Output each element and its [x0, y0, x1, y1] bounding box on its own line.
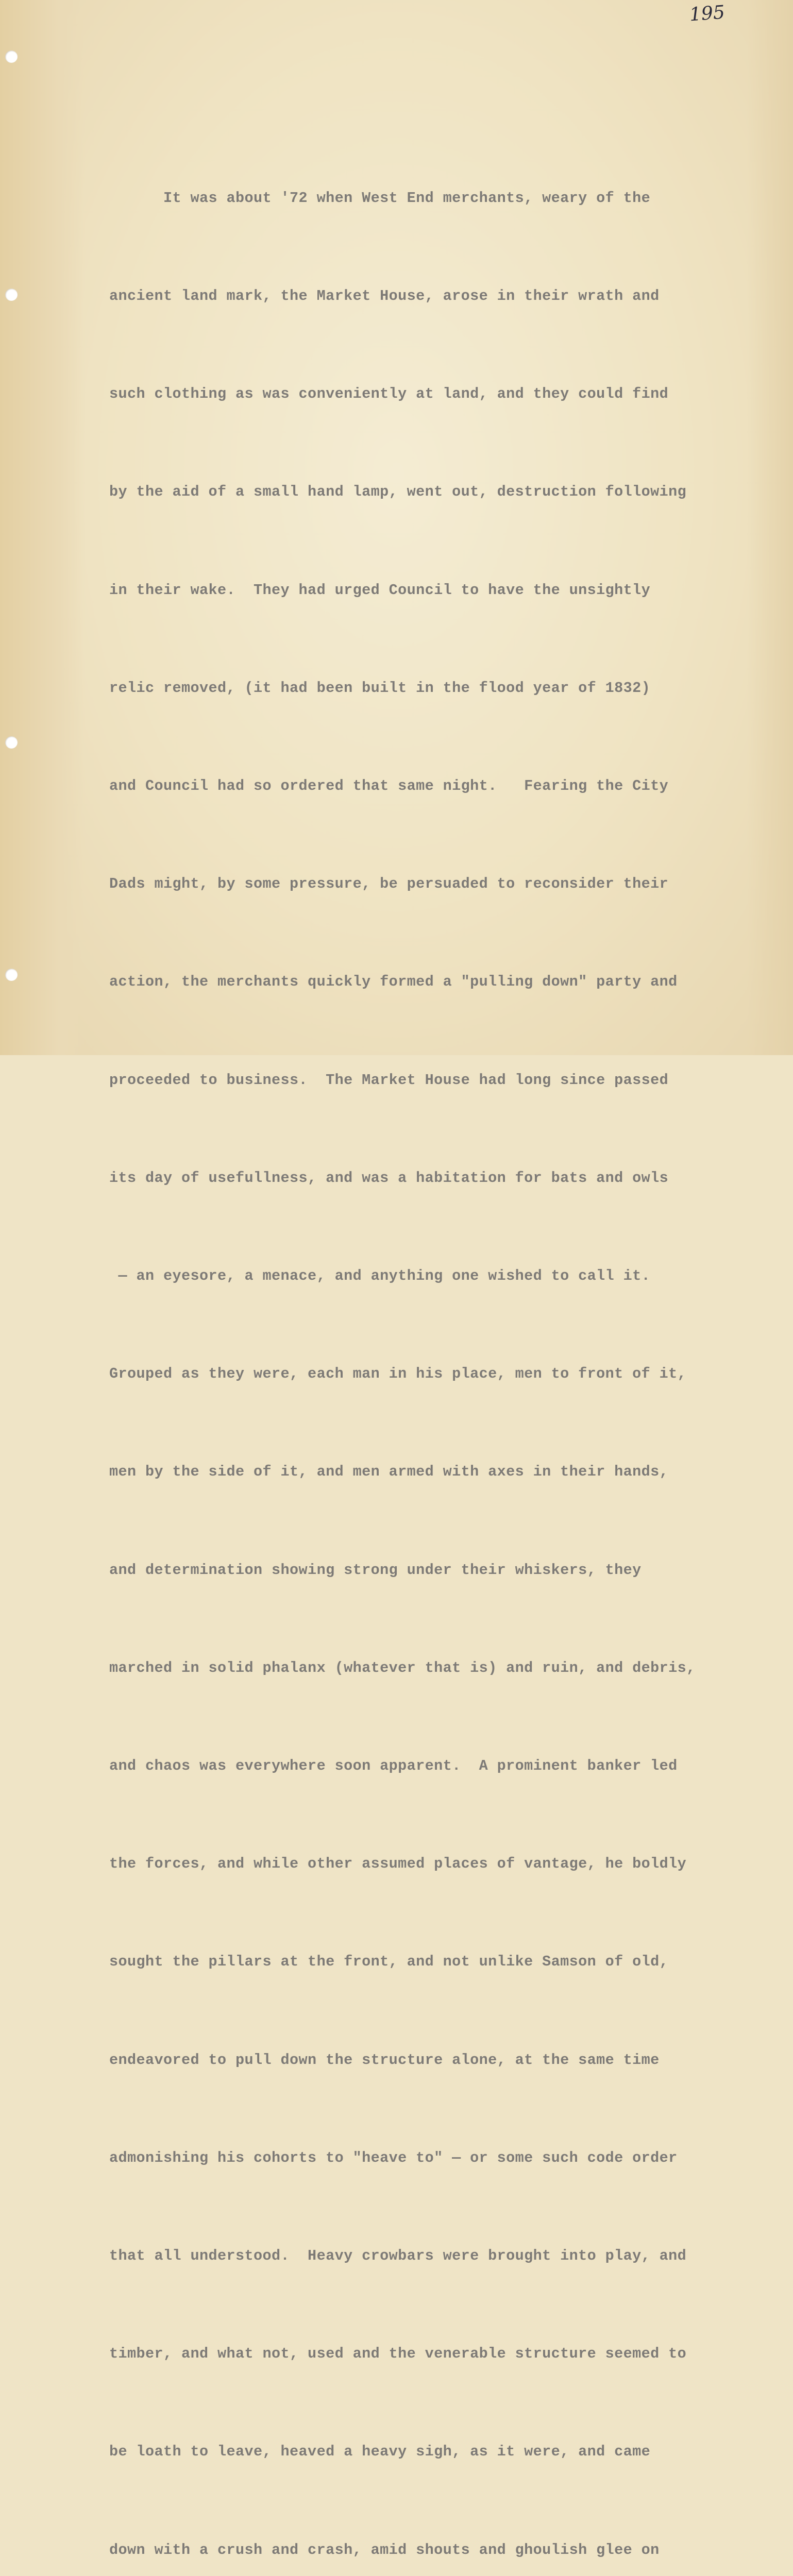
punch-hole-3 — [5, 736, 18, 749]
text-line: timber, and what not, used and the venerable structure seemed to — [109, 2345, 687, 2363]
text-line: action, the merchants quickly formed a "pulling down" party and — [109, 973, 678, 991]
text-line: men by the side of it, and men armed with axes in their hands, — [109, 1463, 669, 1481]
punch-hole-2 — [5, 289, 18, 301]
text-line: in their wake. They had urged Council to have the unsightly — [109, 581, 651, 599]
text-line: and determination showing strong under their whiskers, they — [109, 1561, 642, 1579]
page-number: 195 — [688, 2, 726, 26]
text-line: and chaos was everywhere soon apparent. A prominent banker led — [109, 1757, 678, 1775]
text-line: such clothing as was conveniently at land, and they could find — [109, 385, 669, 403]
text-line: marched in solid phalanx (whatever that is) and ruin, and debris, — [109, 1659, 696, 1676]
text-line: down with a crush and crash, amid shouts and ghoulish glee on — [109, 2541, 660, 2558]
text-line: the forces, and while other assumed places of vantage, he boldly — [109, 1855, 687, 1873]
text-line: be loath to leave, heaved a heavy sigh, as it were, and came — [109, 2443, 651, 2461]
text-line: Grouped as they were, each man in his place, men to front of it, — [109, 1365, 687, 1383]
text-line: proceeded to business. The Market House had long since passed — [109, 1071, 669, 1089]
text-line: endeavored to pull down the structure alone, at the same time — [109, 2051, 660, 2069]
text-line: It was about '72 when West End merchants, weary of the — [109, 189, 651, 207]
text-line: by the aid of a small hand lamp, went out, destruction following — [109, 483, 687, 501]
text-line: Dads might, by some pressure, be persuaded to reconsider their — [109, 875, 669, 893]
text-line: and Council had so ordered that same night. Fearing the City — [109, 777, 669, 795]
text-line: that all understood. Heavy crowbars were brought into play, and — [109, 2247, 687, 2265]
text-line: relic removed, (it had been built in the flood year of 1832) — [109, 679, 651, 697]
punch-hole-1 — [5, 50, 18, 63]
text-line: sought the pillars at the front, and not unlike Samson of old, — [109, 1953, 669, 1971]
text-line: ancient land mark, the Market House, arose in their wrath and — [109, 287, 660, 305]
text-line: admonishing his cohorts to "heave to" — or some such code order — [109, 2149, 678, 2166]
punch-hole-4 — [5, 969, 18, 981]
text-line: — an eyesore, a menace, and anything one wished to call it. — [109, 1267, 651, 1285]
text-line: its day of usefullness, and was a habitation for bats and owls — [109, 1169, 669, 1187]
typewritten-text — [109, 116, 743, 2576]
